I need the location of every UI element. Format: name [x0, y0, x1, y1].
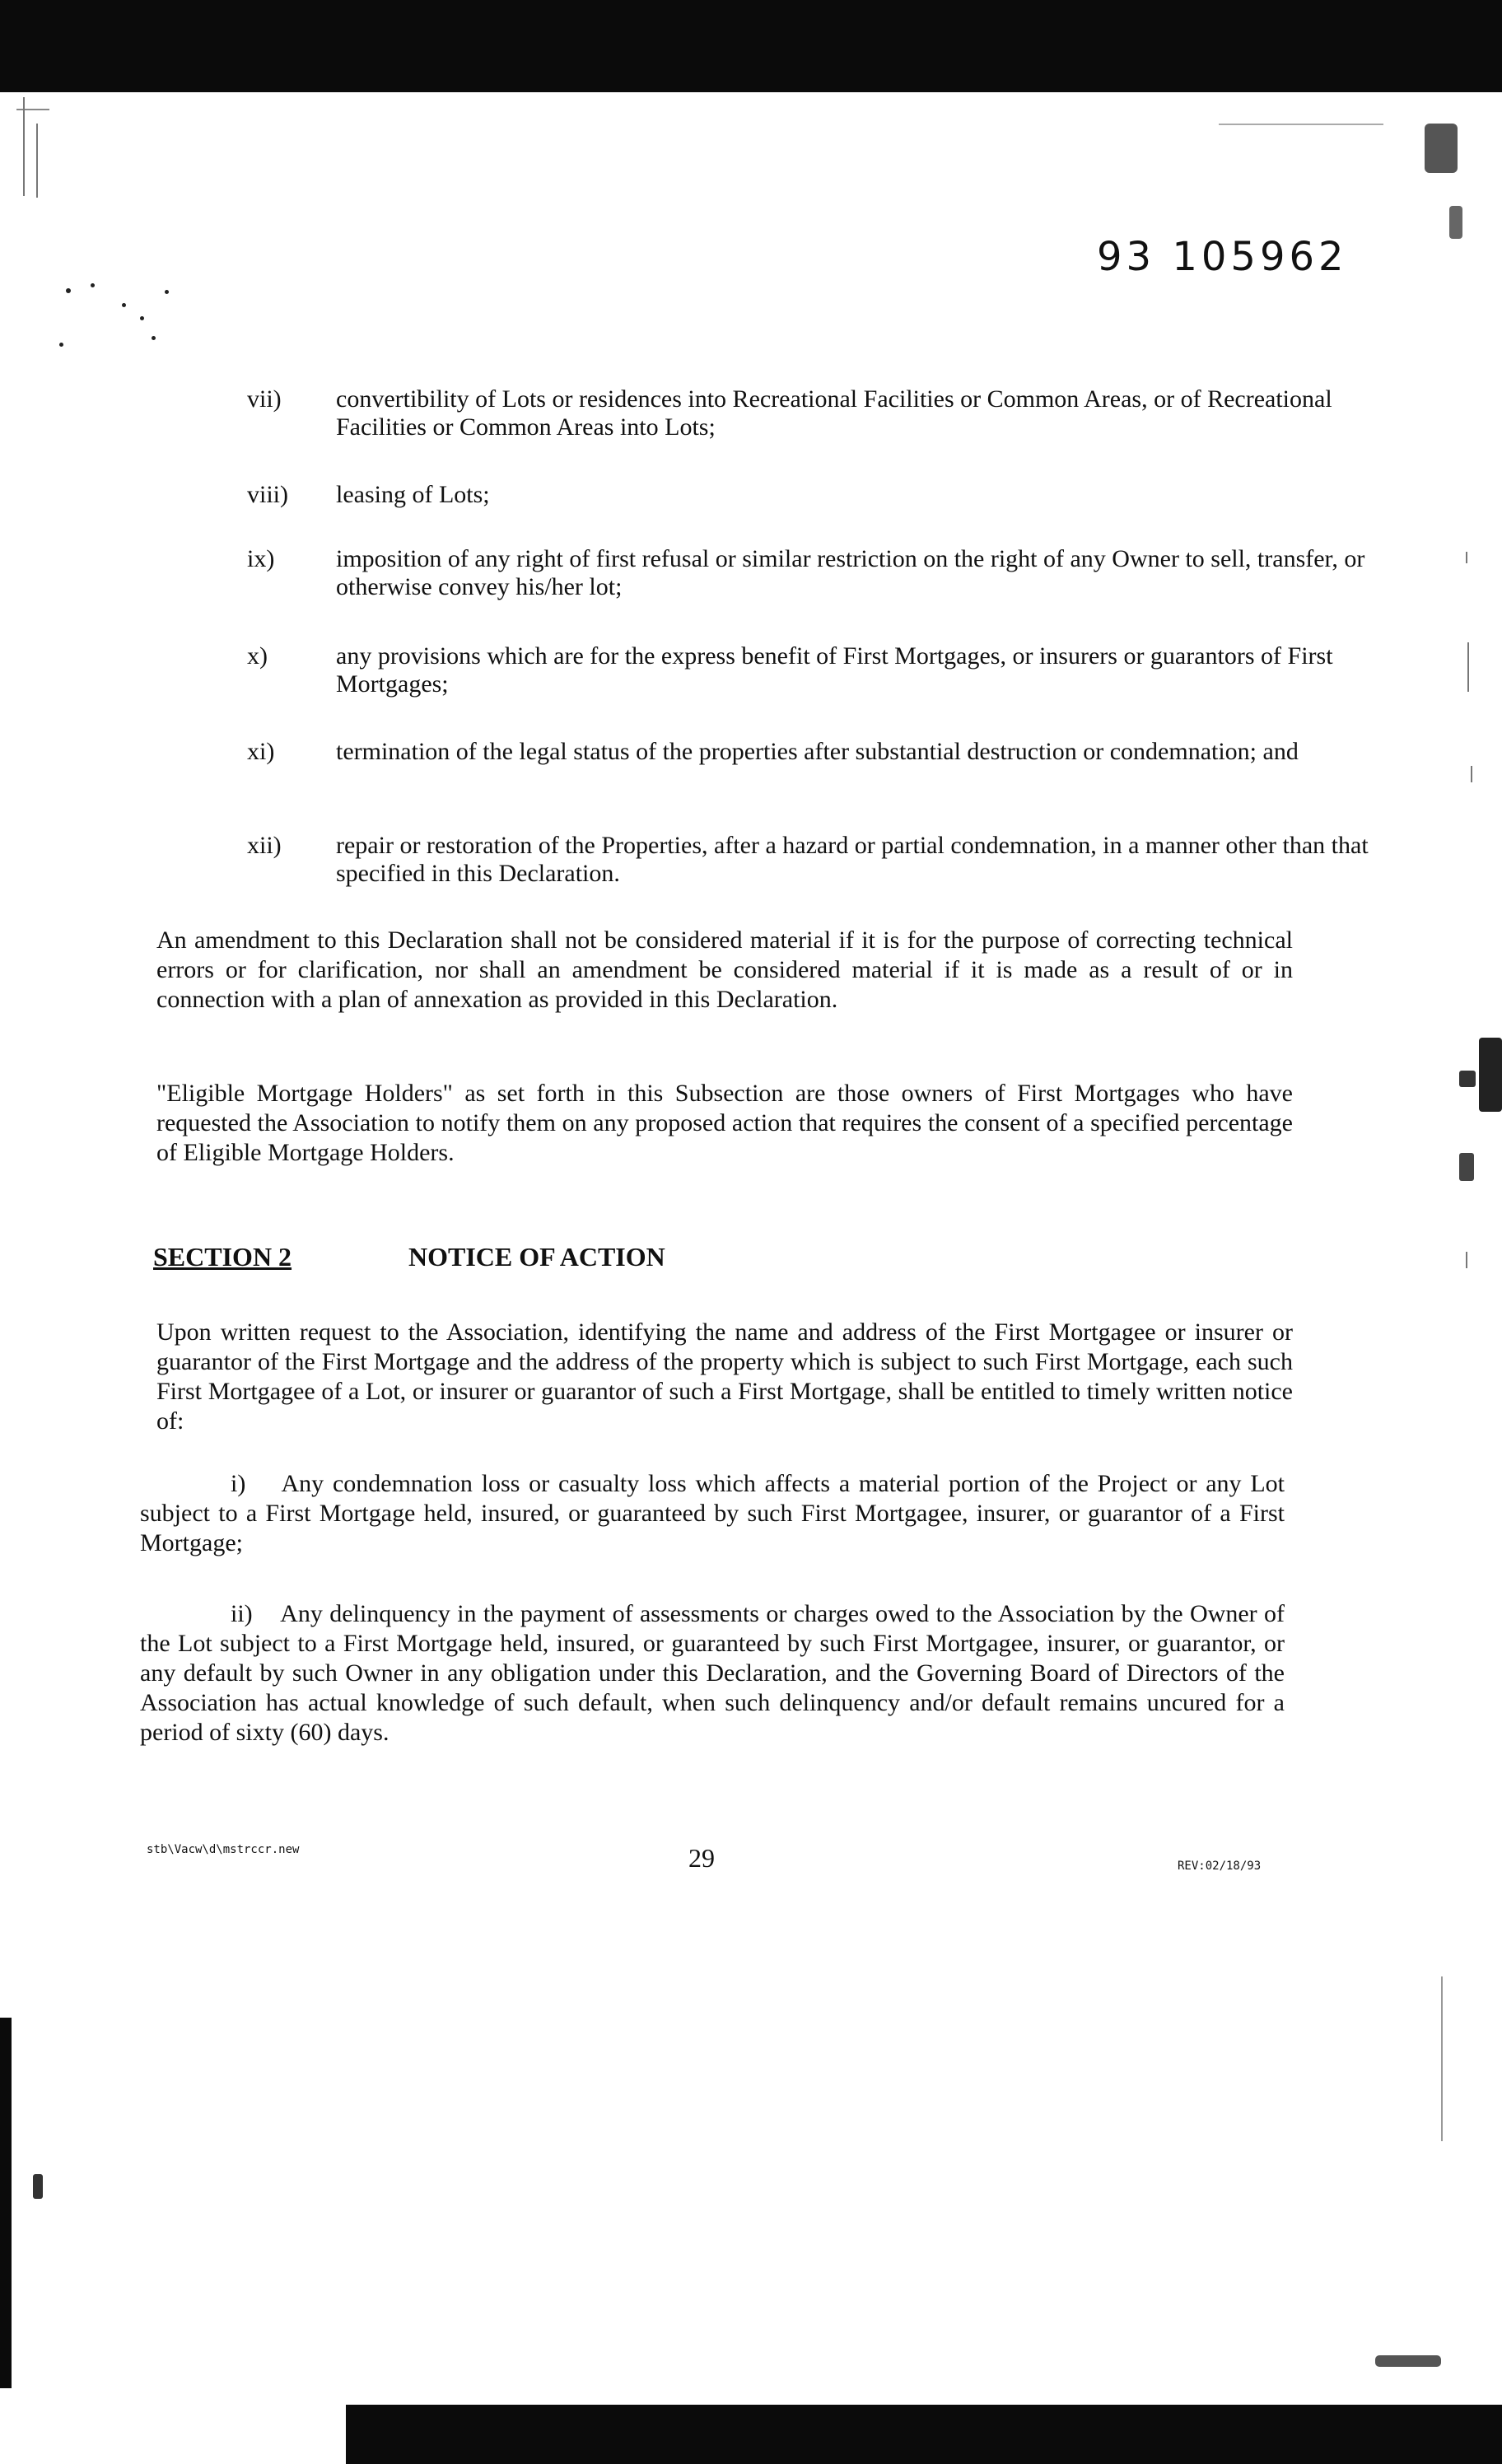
scan-smudge [1449, 206, 1462, 239]
item-number: ix) [247, 545, 275, 572]
item-number: vii) [247, 385, 282, 413]
revision-date: REV:02/18/93 [1178, 1860, 1262, 1873]
scan-speck [140, 316, 144, 320]
paragraph-eligible-holders: "Eligible Mortgage Holders" as set forth in this Subsection are those owners of First Mortgages who have requested the Association to notify them on any proposed action that requires the consent of a specified percentage of Eligible Mortgage Holders. [156, 1080, 1293, 1166]
list-item [247, 385, 1400, 443]
footer-file-path: stb\Vacw\d\mstrccr.new [147, 1843, 300, 1856]
item-text: convertibility of Lots or residences into Recreational Facilities or Common Areas, or of Recreational Facilities or Common Areas into Lots; [336, 385, 1332, 441]
scan-speck [91, 283, 95, 287]
scan-mark [23, 97, 25, 196]
list-item [247, 832, 1400, 889]
section-title: NOTICE OF ACTION [408, 1242, 665, 1272]
subparagraph-ii [140, 1599, 1285, 1748]
item-number: xi) [247, 738, 275, 765]
scan-speck [122, 303, 126, 307]
scan-mark [16, 109, 49, 110]
scan-speck [165, 290, 169, 294]
scan-smudge [1459, 1153, 1474, 1181]
scan-border-left [0, 2018, 12, 2405]
subparagraph-number: i) [231, 1470, 246, 1497]
scan-border-top [0, 0, 1502, 92]
paragraph-notice: Upon written request to the Association, identifying the name and address of the First Mortgagee or insurer or guarantor of the First Mortgage and the address of the property which is subject to such First Mortgage, each such First Mortgagee of a Lot, or insurer or guarantor of such a First Mortgage, shall be entitled to timely written notice of: [156, 1318, 1293, 1435]
list-item [247, 545, 1400, 603]
list-item [247, 642, 1400, 700]
scan-speck [152, 336, 156, 340]
scan-smudge [33, 2174, 43, 2199]
scan-mark [36, 124, 38, 198]
document-number: 93 105962 [1097, 234, 1348, 280]
scan-smudge [1459, 1071, 1476, 1087]
subparagraph-text: Any delinquency in the payment of assessments or charges owed to the Association by the Owner of the Lot subject to a First Mortgage held, insured, or guaranteed by such First Mortgagee, insurer, or guarantor, or any default by such Owner in any obligation under this Declaration, and the Governing Board of Directors of the Association has actual knowledge of such default, when such delinquency and/or default remains uncured for a period of sixty (60) days. [140, 1600, 1285, 1746]
scan-mark [1441, 1976, 1443, 2141]
item-text: repair or restoration of the Properties, after a hazard or partial condemnation, in a manner other than that specified in this Declaration. [336, 832, 1369, 887]
scan-speck [59, 343, 63, 347]
scan-smudge [1375, 2355, 1441, 2367]
scan-mark [1471, 766, 1472, 782]
item-number: xii) [247, 832, 282, 859]
scan-mark [1467, 642, 1469, 692]
scan-speck [66, 288, 71, 293]
item-text: termination of the legal status of the properties after substantial destruction or condemnation; and [336, 738, 1299, 765]
section-label: SECTION 2 [153, 1242, 292, 1272]
subparagraph-text: Any condemnation loss or casualty loss which affects a material portion of the Project or any Lot subject to a First Mortgage held, insured, or guaranteed by such First Mortgagee, insurer, or guarantor of a First Mortgage; [140, 1470, 1285, 1556]
scan-white-tab [0, 2388, 346, 2464]
scan-mark [1219, 124, 1383, 125]
paragraph-amendment: An amendment to this Declaration shall not be considered material if it is for the purpose of correcting technical errors or for clarification, nor shall an amendment be considered material if it is made as a result of or in connection with a plan of annexation as provided in this Declaration. [156, 926, 1293, 1013]
subparagraph-number: ii) [231, 1600, 253, 1627]
list-item [247, 481, 1400, 511]
item-text: leasing of Lots; [336, 481, 490, 508]
section-heading [153, 1242, 665, 1272]
scan-smudge [1479, 1038, 1502, 1112]
item-number: x) [247, 642, 268, 670]
scan-mark [1466, 552, 1467, 563]
list-item [247, 738, 1400, 796]
scan-smudge [1425, 124, 1458, 173]
scan-mark [1466, 1252, 1467, 1268]
item-text: imposition of any right of first refusal or similar restriction on the right of any Owner to sell, transfer, or otherwise convey his/her lot; [336, 545, 1365, 600]
item-text: any provisions which are for the express benefit of First Mortgages, or insurers or guarantors of First Mortgages; [336, 642, 1333, 698]
item-number: viii) [247, 481, 288, 508]
subparagraph-i [140, 1469, 1285, 1558]
page-number: 29 [688, 1843, 715, 1873]
